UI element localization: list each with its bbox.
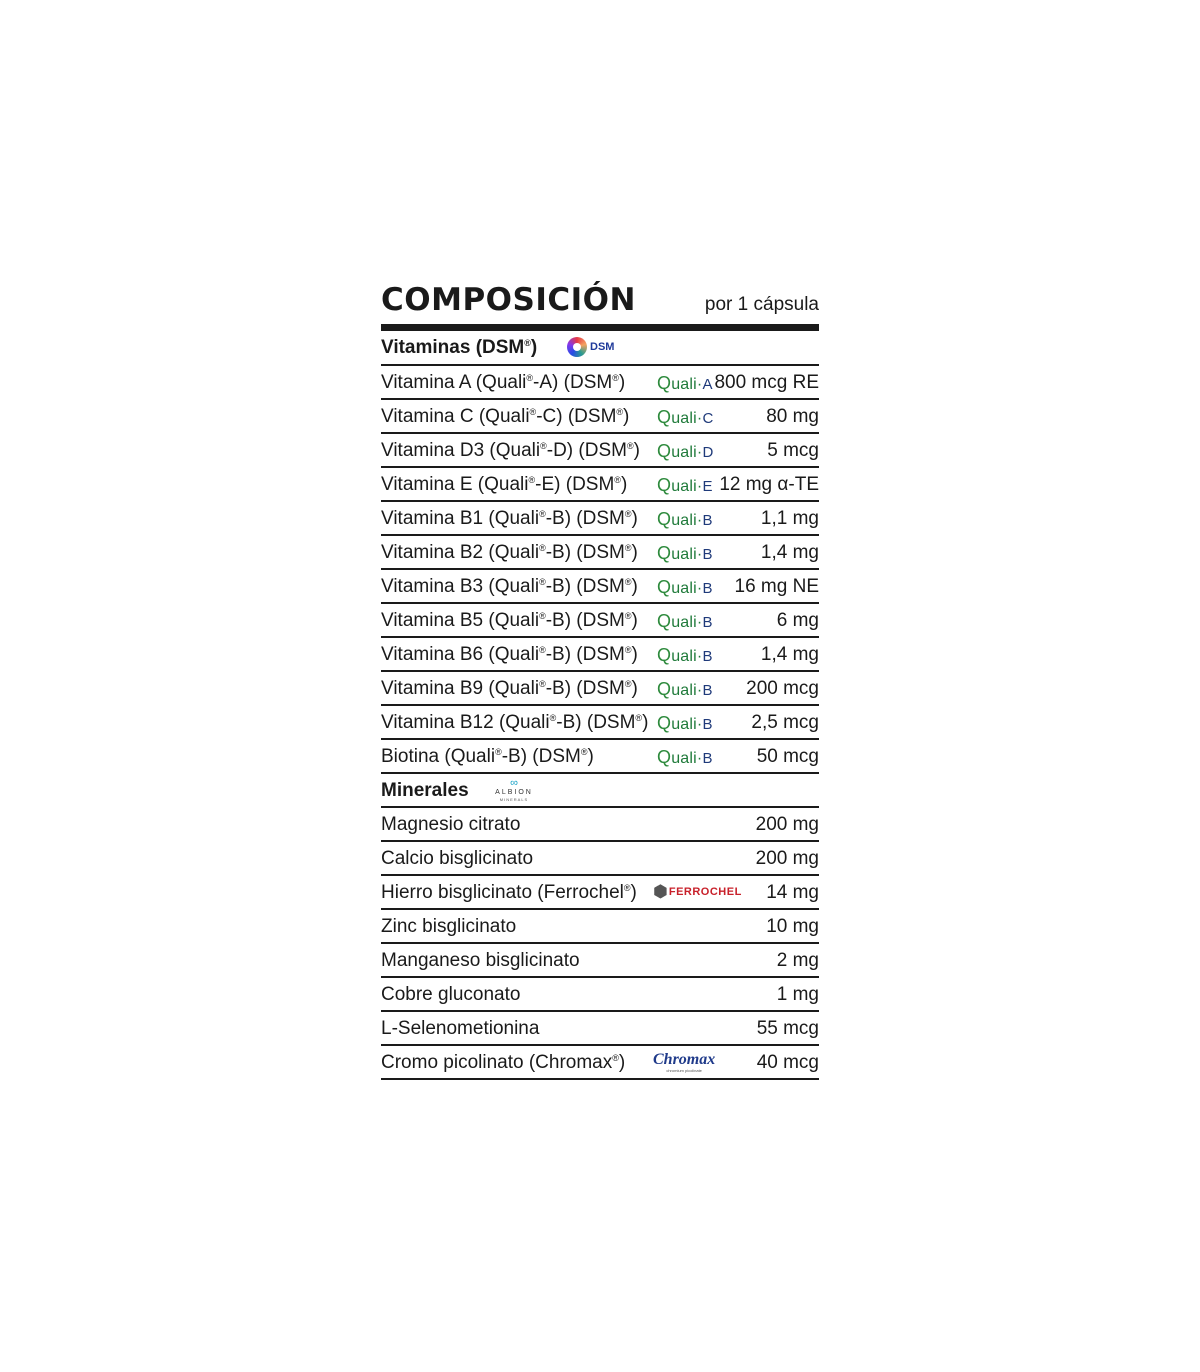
quali-logo-icon: Quali·B xyxy=(657,611,713,631)
quali-logo-icon: Quali·B xyxy=(657,509,713,529)
vitamin-row xyxy=(381,706,819,740)
vitamin-name: Vitamina B2 (Quali®-B) (DSM®) xyxy=(381,541,638,563)
albion-logo-icon: ∞ ALBION MINERALS xyxy=(495,777,533,802)
vitamins-label: Vitaminas (DSM xyxy=(381,337,525,358)
chromax-logo-icon: Chromax chromium picolinate xyxy=(653,1051,716,1073)
vitamin-amount: 80 mg xyxy=(766,405,819,427)
minerals-section-header xyxy=(381,774,819,808)
quali-logo-icon: Quali·B xyxy=(657,747,713,767)
composition-panel xyxy=(381,278,819,1080)
mineral-amount: 2 mg xyxy=(776,949,819,971)
quali-logo-icon: Quali·B xyxy=(657,543,713,563)
ferrochel-logo-icon: ⬢ FERROCHEL xyxy=(653,882,742,901)
mineral-row xyxy=(381,808,819,842)
vitamin-amount: 16 mg NE xyxy=(734,575,819,597)
vitamin-name: Vitamina E (Quali®-E) (DSM®) xyxy=(381,473,628,495)
quali-logo-icon: Quali·B xyxy=(657,577,713,597)
vitamin-amount: 6 mg xyxy=(776,609,819,631)
mineral-amount: 200 mg xyxy=(755,813,819,835)
mineral-row xyxy=(381,978,819,1012)
vitamin-amount: 50 mcg xyxy=(756,745,819,767)
mineral-amount: 200 mg xyxy=(755,847,819,869)
vitamin-amount: 1,4 mg xyxy=(760,643,819,665)
vitamin-row xyxy=(381,434,819,468)
quali-logo-icon: Quali·D xyxy=(657,441,714,461)
mineral-row xyxy=(381,1012,819,1046)
mineral-name: Hierro bisglicinato (Ferrochel®) xyxy=(381,881,637,903)
serving-label: por 1 cápsula xyxy=(704,294,819,315)
vitamin-amount: 1,4 mg xyxy=(760,541,819,563)
vitamin-row xyxy=(381,570,819,604)
vitamin-row xyxy=(381,468,819,502)
minerals-label: Minerales xyxy=(381,779,469,801)
vitamin-row xyxy=(381,604,819,638)
vitamin-name: Vitamina B6 (Quali®-B) (DSM®) xyxy=(381,643,638,665)
vitamin-name: Vitamina C (Quali®-C) (DSM®) xyxy=(381,405,630,427)
vitamin-row xyxy=(381,740,819,774)
mineral-name: Cromo picolinato (Chromax®) xyxy=(381,1051,626,1073)
mineral-row xyxy=(381,1046,819,1080)
mineral-name: Manganeso bisglicinato xyxy=(381,949,580,971)
header-rule xyxy=(381,324,819,331)
quali-logo-icon: Quali·C xyxy=(657,407,714,427)
mineral-amount: 55 mcg xyxy=(756,1017,819,1039)
composition-title: COMPOSICIÓN xyxy=(381,282,636,318)
vitamin-name: Vitamina B12 (Quali®-B) (DSM®) xyxy=(381,711,649,733)
quali-logo-icon: Quali·E xyxy=(657,475,713,495)
mineral-row xyxy=(381,842,819,876)
mineral-row xyxy=(381,944,819,978)
vitamin-amount: 200 mcg xyxy=(746,677,819,699)
vitamin-amount: 2,5 mcg xyxy=(751,711,819,733)
mineral-amount: 10 mg xyxy=(766,915,819,937)
mineral-name: Magnesio citrato xyxy=(381,813,521,835)
mineral-row xyxy=(381,876,819,910)
vitamin-amount: 1,1 mg xyxy=(760,507,819,529)
mineral-amount: 14 mg xyxy=(766,881,819,903)
vitamin-amount: 5 mcg xyxy=(767,439,819,461)
quali-logo-icon: Quali·B xyxy=(657,679,713,699)
vitamin-name: Vitamina B9 (Quali®-B) (DSM®) xyxy=(381,677,638,699)
vitamin-row xyxy=(381,672,819,706)
vitamins-section-header: Vitaminas (DSM®) DSM xyxy=(381,331,819,366)
vitamin-name: Vitamina D3 (Quali®-D) (DSM®) xyxy=(381,439,640,461)
mineral-name: Cobre gluconato xyxy=(381,983,521,1005)
vitamin-amount: 12 mg α-TE xyxy=(719,473,819,495)
mineral-name: Zinc bisglicinato xyxy=(381,915,517,937)
mineral-amount: 1 mg xyxy=(776,983,819,1005)
quali-logo-icon: Quali·B xyxy=(657,713,713,733)
vitamin-row xyxy=(381,536,819,570)
vitamin-name: Biotina (Quali®-B) (DSM®) xyxy=(381,745,594,767)
vitamin-row xyxy=(381,638,819,672)
mineral-amount: 40 mcg xyxy=(756,1051,819,1073)
composition-header xyxy=(381,278,819,324)
dsm-logo-icon: DSM xyxy=(567,337,614,357)
vitamin-name: Vitamina B3 (Quali®-B) (DSM®) xyxy=(381,575,638,597)
minerals-list xyxy=(381,808,819,1080)
vitamin-row xyxy=(381,502,819,536)
vitamin-name: Vitamina B1 (Quali®-B) (DSM®) xyxy=(381,507,638,529)
mineral-row xyxy=(381,910,819,944)
vitamin-row xyxy=(381,400,819,434)
quali-logo-icon: Quali·A xyxy=(657,373,713,393)
mineral-name: Calcio bisglicinato xyxy=(381,847,534,869)
vitamin-name: Vitamina A (Quali®-A) (DSM®) xyxy=(381,371,626,393)
mineral-name: L-Selenometionina xyxy=(381,1017,540,1039)
vitamin-row xyxy=(381,366,819,400)
vitamin-name: Vitamina B5 (Quali®-B) (DSM®) xyxy=(381,609,638,631)
vitamins-list xyxy=(381,366,819,774)
vitamin-amount: 800 mcg RE xyxy=(714,371,819,393)
quali-logo-icon: Quali·B xyxy=(657,645,713,665)
